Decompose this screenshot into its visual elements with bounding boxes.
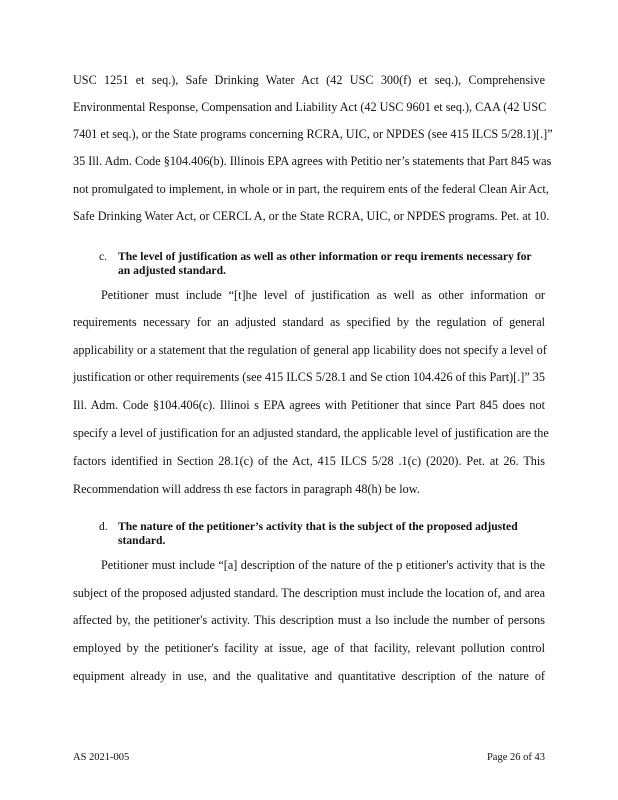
para3-line-4: employed by the petitioner's facility at issue, age of that facility, relevant pollution control bbox=[73, 641, 545, 655]
para2-line-8: Recommendation will address th ese factors in paragraph 48(h) be low. bbox=[73, 482, 420, 496]
para2-line-1: Petitioner must include “[t]he level of justification as well as other information or bbox=[101, 288, 545, 302]
para2-line-5: Ill. Adm. Code §104.406(c). Illinoi s EPA agrees with Petitioner that since Part 845 does not bbox=[73, 398, 545, 412]
para1-line-1: USC 1251 et seq.), Safe Drinking Water Act (42 USC 300(f) et seq.), Comprehensive bbox=[73, 73, 545, 87]
heading-c-line1: The level of justification as well as other information or requ irements necessary for bbox=[118, 250, 532, 263]
para2-line-2: requirements necessary for an adjusted standard as specified by the regulation of general bbox=[73, 315, 545, 329]
para1-line-6: Safe Drinking Water Act, or CERCL A, or the State RCRA, UIC, or NPDES programs. Pet. at 10. bbox=[73, 209, 550, 223]
footer-page-number: Page 26 of 43 bbox=[486, 752, 545, 763]
para1-line-3: 7401 et seq.), or the State programs concerning RCRA, UIC, or NPDES (see 415 ILCS 5/28.1)[.]” bbox=[73, 127, 553, 141]
heading-c-label: c. bbox=[99, 250, 108, 263]
heading-d bbox=[99, 520, 518, 534]
footer-docket: AS 2021-005 bbox=[73, 752, 130, 763]
heading-d-line1: The nature of the petitioner’s activity that is the subject of the proposed adjusted bbox=[118, 520, 518, 533]
para1-line-4: 35 Ill. Adm. Code §104.406(b). Illinois EPA agrees with Petitio ner’s statements that Part 845 was bbox=[73, 154, 552, 168]
para3-line-5: equipment already in use, and the qualitative and quantitative description of the nature of bbox=[73, 669, 545, 683]
heading-c-line2: an adjusted standard. bbox=[118, 264, 226, 277]
para2-line-3: applicability or a statement that the regulation of general app licability does not specify a level of bbox=[73, 343, 547, 357]
para2-line-4: justification or other requirements (see 415 ILCS 5/28.1 and Se ction 104.426 of this Part)[.]” 35 bbox=[73, 370, 545, 384]
para1-line-5: not promulgated to implement, in whole or in part, the requirem ents of the federal Clean Air Act, bbox=[73, 182, 549, 196]
para2-line-7: factors identified in Section 28.1(c) of the Act, 415 ILCS 5/28 .1(c) (2020). Pet. at 26. This bbox=[73, 454, 545, 468]
para3-line-1: Petitioner must include “[a] description of the nature of the p etitioner's activity that is the bbox=[101, 558, 545, 572]
para2-line-6: specify a level of justification for an adjusted standard, the applicable level of justification are the bbox=[73, 426, 549, 440]
para3-line-2: subject of the proposed adjusted standard. The description must include the location of, and area bbox=[73, 586, 545, 600]
heading-d-line2: standard. bbox=[118, 534, 166, 547]
heading-c bbox=[99, 250, 532, 264]
para1-line-2: Environmental Response, Compensation and Liability Act (42 USC 9601 et seq.), CAA (42 USC bbox=[73, 100, 547, 114]
heading-d-label: d. bbox=[99, 520, 108, 533]
para3-line-3: affected by, the petitioner's activity. This description must a lso include the number of persons bbox=[73, 613, 545, 627]
